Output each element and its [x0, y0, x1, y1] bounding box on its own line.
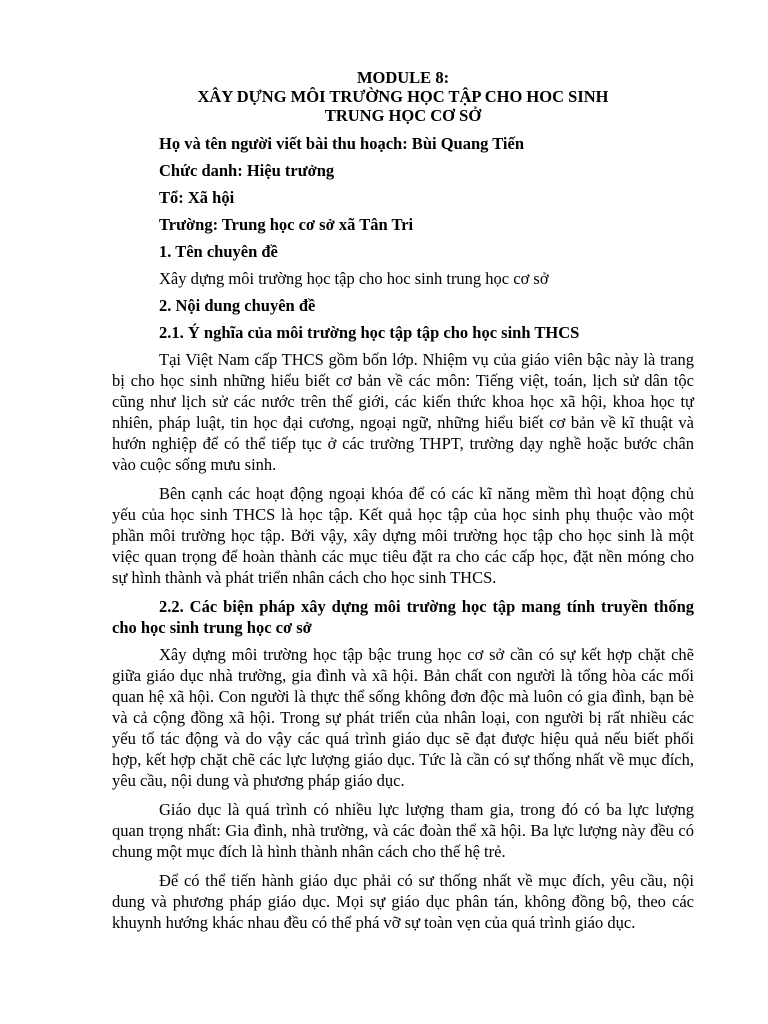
school-line: Trường: Trung học cơ sở xã Tân Tri [159, 215, 414, 234]
title-line-module: MODULE 8: [356, 68, 450, 87]
section-2-heading: 2. Nội dung chuyên đề [159, 296, 316, 315]
section-2-2-heading: 2.2. Các biện pháp xây dựng môi trường học tập mang tính truyền thống cho học sinh trung học cơ sở [112, 597, 694, 637]
paragraph-5: Để có thể tiến hành giáo dục phải có sư thống nhất về mục đích, yêu cầu, nội dung và phương pháp giáo dục. Mọi sự giáo dục phân tán, không đồng bộ, theo các khuynh hướng khác nhau đều có thể phá vỡ sự toàn vẹn của quá trình giáo dục. [112, 871, 694, 932]
paragraph-2: Bên cạnh các hoạt động ngoại khóa để có các kĩ năng mềm thì hoạt động chủ yếu của học sinh THCS là học tập. Kết quả học tập của học sinh phụ thuộc vào một phần môi trường học tập. Bởi vậy, xây dựng môi trường học tập cho học sinh là một việc quan trọng để hoàn thành các mục tiêu đặt ra cho các cấp học, đặt nền móng cho sự hình thành và phát triển nhân cách cho học sinh THCS. [112, 484, 694, 587]
paragraph-3: Xây dựng môi trường học tập bậc trung học cơ sở cần có sự kết hợp chặt chẽ giữa giáo dục nhà trường, gia đình và xã hội. Bản chất con người là tổng hòa các mối quan hệ xã hội. Con người là thực thể sống không đơn độc mà luôn có gia đình, bạn bè và cả cộng đồng xã hội. Trong sự phát triển của nhân loại, con người bị rất nhiều các yếu tố tác động và do vậy các quá trình giáo dục sẽ đạt được hiệu quả nếu biết phối hợp, kết hợp chặt chẽ các lực lượng giáo dục. Tức là cần có sự thống nhất về mục đích, yêu cầu, nội dung và phương pháp giáo dục. [112, 645, 694, 790]
title-line-sub: TRUNG HỌC CƠ SỞ [324, 106, 482, 125]
paragraph-1: Tại Việt Nam cấp THCS gồm bốn lớp. Nhiệm vụ của giáo viên bậc này là trang bị cho học sinh những hiểu biết cơ bản về các môn: Tiếng việt, toán, lịch sử dân tộc cũng như lịch sử các nước trên thế giới, các kiến thức khoa học xã hội, khoa học tự nhiên, pháp luật, tin học đại cương, ngoại ngữ, những hiểu biết cơ bản về kĩ thuật và hướn nghiệp để có thể tiếp tục ở các trường THPT, trường dạy nghề hoặc bước chân vào cuộc sống mưu sinh. [112, 350, 694, 474]
group-line: Tổ: Xã hội [159, 188, 235, 207]
document-body [112, 68, 694, 941]
paragraph-4: Giáo dục là quá trình có nhiều lực lượng tham gia, trong đó có ba lực lượng quan trọng nhất: Gia đình, nhà trường, và các đoàn thể xã hội. Ba lực lượng này đều có chung một mục đích là hình thành nhân cách cho thế hệ trẻ. [112, 800, 694, 861]
section-1-text: Xây dựng môi trường học tập cho hoc sinh trung học cơ sở [159, 269, 549, 288]
section-2-1-heading: 2.1. Ý nghĩa của môi trường học tập tập cho học sinh THCS [159, 323, 580, 342]
title-line-main: XÂY DỰNG MÔI TRƯỜNG HỌC TẬP CHO HOC SINH [197, 87, 609, 106]
author-line: Họ và tên người viết bài thu hoạch: Bùi Quang Tiến [159, 134, 525, 153]
document-title [112, 68, 694, 125]
section-1-heading: 1. Tên chuyên đề [159, 242, 278, 261]
position-line: Chức danh: Hiệu trưởng [159, 161, 335, 180]
